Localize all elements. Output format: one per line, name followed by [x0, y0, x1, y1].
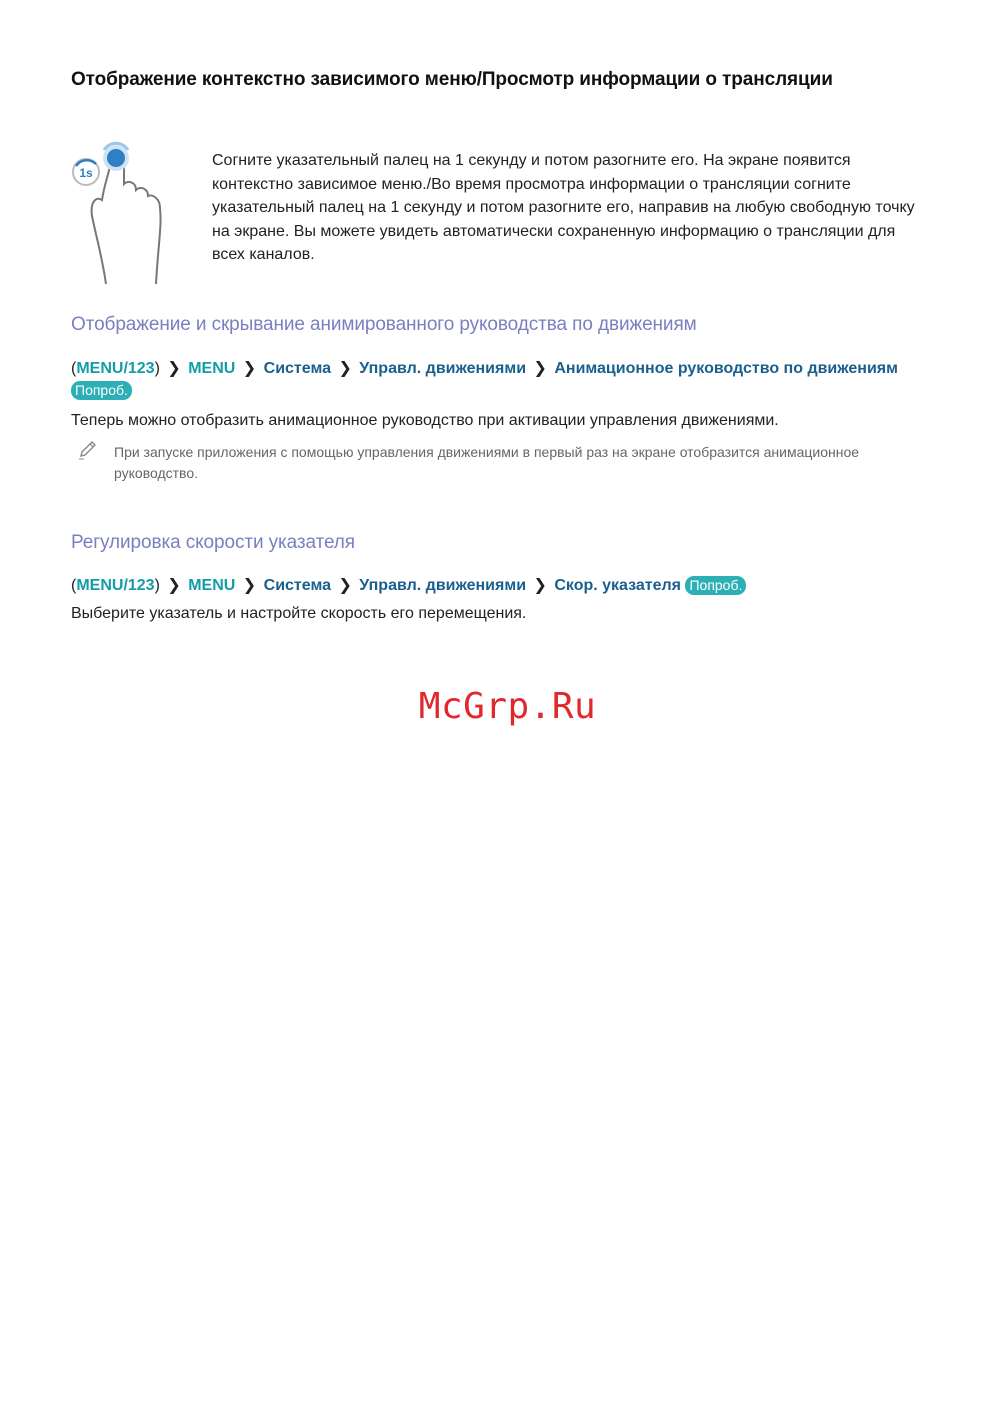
gesture-duration-label: 1s — [79, 166, 93, 180]
system-link[interactable]: Система — [263, 360, 331, 377]
chevron-right-icon: ❯ — [338, 360, 352, 377]
motion-control-link[interactable]: Управл. движениями — [359, 577, 527, 594]
animation-guide-link[interactable]: Анимационное руководство по движениям — [554, 360, 898, 377]
pencil-note-icon — [78, 440, 96, 460]
chevron-right-icon: ❯ — [167, 577, 181, 594]
chevron-right-icon: ❯ — [533, 360, 547, 377]
menu-path-animation-guide: (MENU/123) ❯ MENU ❯ Система ❯ Управл. движениями ❯ Анимационное руководство по движениям — [71, 360, 898, 377]
pointer-speed-link[interactable]: Скор. указателя — [554, 577, 682, 594]
motion-control-link[interactable]: Управл. движениями — [359, 360, 527, 377]
hand-gesture-icon — [66, 136, 186, 286]
menu-link[interactable]: MENU — [188, 577, 236, 594]
section1-text: Согните указательный палец на 1 секунду и потом разогните его. На экране появится контекстно зависимое меню./Во время просмотра информации о трансляции согните указательный палец на 1 секунду и потом разогните его, направив на любую свободную точку на экране. Вы можете увидеть автоматически сохраненную информацию о трансляции для всех каналов. — [212, 152, 915, 264]
menu-path-pointer-speed: (MENU/123) ❯ MENU ❯ Система ❯ Управл. движениями ❯ Скор. указателя Попроб. — [71, 575, 746, 595]
section3-title: Регулировка скорости указателя — [71, 532, 355, 553]
chevron-right-icon: ❯ — [338, 577, 352, 594]
section2-title: Отображение и скрывание анимированного руководства по движениям — [71, 314, 697, 335]
menu123-link[interactable]: MENU/123 — [76, 360, 155, 377]
section1-title: Отображение контекстно зависимого меню/Просмотр информации о трансляции — [71, 69, 833, 90]
chevron-right-icon: ❯ — [167, 360, 181, 377]
system-link[interactable]: Система — [263, 577, 331, 594]
menu123-link[interactable]: MENU/123 — [76, 577, 155, 594]
section3-body: Выберите указатель и настройте скорость его перемещения. — [71, 605, 527, 622]
try-now-button[interactable]: Попроб. — [685, 576, 746, 595]
try-now-button[interactable]: Попроб. — [71, 381, 132, 400]
section2-note: При запуске приложения с помощью управления движениями в первый раз на экране отобразится анимационное руководство. — [114, 444, 860, 481]
chevron-right-icon: ❯ — [533, 577, 547, 594]
chevron-right-icon: ❯ — [242, 360, 257, 377]
chevron-right-icon: ❯ — [242, 577, 257, 594]
section2-body: Теперь можно отобразить анимационное руководство при активации управления движениями. — [71, 412, 779, 429]
watermark: McGrp.Ru — [418, 686, 597, 727]
menu-link[interactable]: MENU — [188, 360, 236, 377]
